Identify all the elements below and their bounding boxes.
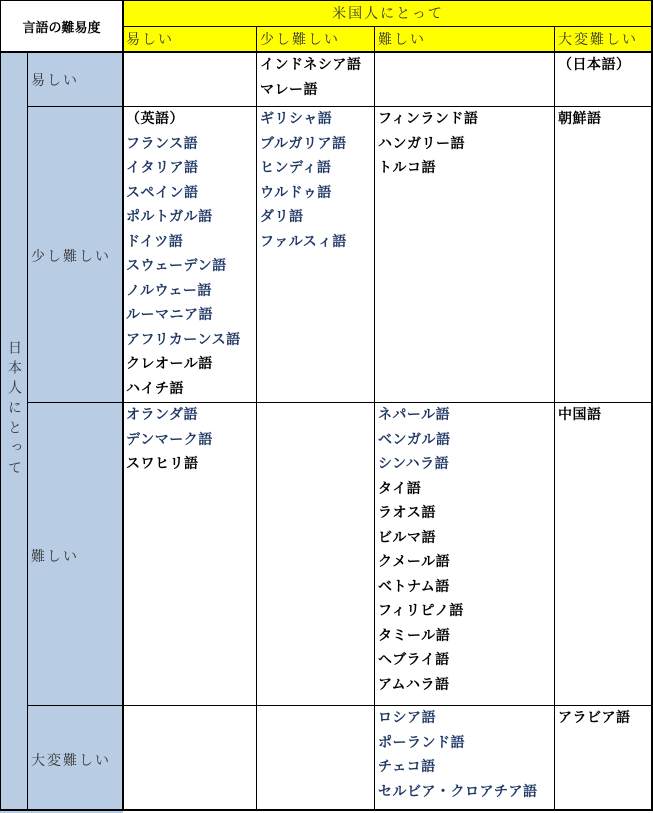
list-item: スペイン語 [126, 184, 199, 201]
grid-line [0, 809, 653, 811]
jp-level-easy [31, 70, 79, 90]
cell-jp-slightly-hard-us-hard [378, 107, 478, 181]
list-item: ラオス語 [378, 505, 436, 521]
jp-level-very-hard-text: 大変難しい [31, 753, 111, 769]
list-item: ギリシャ語 [260, 111, 333, 127]
cell-jp-very-hard-us-very-hard [558, 706, 631, 731]
us-level-easy [126, 29, 174, 49]
list-item: フランス語 [126, 135, 199, 152]
list-item: タミール語 [378, 627, 451, 644]
us-level-very-hard [558, 29, 638, 49]
cell-jp-hard-us-very-hard [558, 403, 602, 428]
cell-jp-slightly-hard-us-slightly-hard [260, 107, 347, 254]
list-item: アムハラ語 [378, 676, 450, 693]
grid-line [123, 26, 653, 27]
cell-jp-hard-us-easy [126, 403, 213, 477]
list-item: ファルスィ語 [260, 233, 347, 250]
list-item: ビルマ語 [378, 529, 436, 546]
list-item: タイ語 [378, 480, 422, 497]
list-item: オランダ語 [126, 407, 198, 423]
list-item: イタリア語 [126, 160, 199, 176]
corner-title [0, 0, 123, 52]
list-item: ヒンディ語 [260, 160, 332, 176]
cell-jp-slightly-hard-us-easy [126, 107, 241, 401]
jp-level-slightly-hard-text: 少し難しい [31, 249, 111, 265]
list-item: クメール語 [378, 554, 451, 570]
cell-jp-easy-us-slightly-hard [260, 53, 361, 102]
grid-line [0, 51, 653, 53]
list-item: シンハラ語 [378, 456, 450, 472]
jp-level-hard-text: 難しい [31, 549, 79, 565]
list-item: トルコ語 [378, 160, 436, 176]
us-header [123, 0, 653, 26]
list-item: ポーランド語 [378, 734, 465, 751]
list-item: ヘブライ語 [378, 652, 450, 668]
list-item: ネパール語 [378, 407, 451, 423]
grid-line [122, 0, 124, 811]
list-item: ポルトガル語 [126, 209, 213, 225]
list-item: スワヒリ語 [126, 456, 199, 472]
list-item: ノルウェー語 [126, 282, 212, 299]
cell-jp-slightly-hard-us-very-hard [558, 107, 602, 132]
list-item: ウルドゥ語 [260, 184, 332, 201]
list-item: （日本語） [558, 57, 631, 73]
list-item: ベンガル語 [378, 431, 451, 448]
list-item: チェコ語 [378, 759, 436, 775]
us-level-easy-text: 易しい [126, 32, 174, 48]
list-item: デンマーク語 [126, 431, 213, 448]
list-item: 朝鮮語 [558, 111, 602, 127]
list-item: セルビア・クロアチア語 [378, 783, 538, 800]
list-item: （英語） [126, 111, 184, 127]
grid-line [0, 0, 653, 1]
cell-jp-hard-us-hard [378, 403, 464, 697]
list-item: ダリ語 [260, 209, 304, 225]
us-level-very-hard-text: 大変難しい [558, 32, 638, 48]
list-item: インドネシア語 [260, 57, 362, 73]
jp-level-slightly-hard [31, 246, 111, 266]
list-item: アラビア語 [558, 710, 631, 726]
grid-line [554, 26, 555, 811]
corner-title-text: 言語の難易度 [22, 20, 101, 36]
jp-level-hard [31, 546, 79, 566]
us-level-slightly-hard-text: 少し難しい [260, 32, 340, 48]
list-item: ブルガリア語 [260, 135, 347, 152]
jp-levels-column [28, 52, 123, 813]
list-item: ハンガリー語 [378, 135, 465, 152]
cell-jp-easy-us-very-hard [558, 53, 631, 78]
list-item: フィンランド語 [378, 111, 479, 127]
us-header-text: 米国人にとって [332, 6, 444, 22]
us-level-slightly-hard [260, 29, 340, 49]
list-item: 中国語 [558, 407, 602, 423]
list-item: ハイチ語 [126, 380, 184, 397]
grid-line [0, 0, 1, 811]
list-item: クレオール語 [126, 356, 213, 372]
list-item: ロシア語 [378, 710, 436, 726]
list-item: ドイツ語 [126, 233, 184, 250]
grid-line [256, 26, 257, 811]
cell-jp-very-hard-us-hard [378, 706, 538, 804]
list-item: ルーマニア語 [126, 307, 213, 323]
jp-header [0, 340, 28, 520]
jp-level-easy-text: 易しい [31, 73, 79, 89]
list-item: アフリカーンス語 [126, 331, 241, 348]
jp-level-very-hard [31, 750, 111, 770]
list-item: スウェーデン語 [126, 258, 227, 274]
grid-line [27, 52, 28, 811]
list-item: マレー語 [260, 81, 318, 98]
grid-line [374, 26, 375, 811]
us-level-hard-text: 難しい [378, 32, 426, 48]
jp-header-text: 日本人にとって [6, 340, 22, 480]
us-level-hard [378, 29, 426, 49]
list-item: フィリピノ語 [378, 603, 464, 619]
list-item: ベトナム語 [378, 578, 450, 595]
